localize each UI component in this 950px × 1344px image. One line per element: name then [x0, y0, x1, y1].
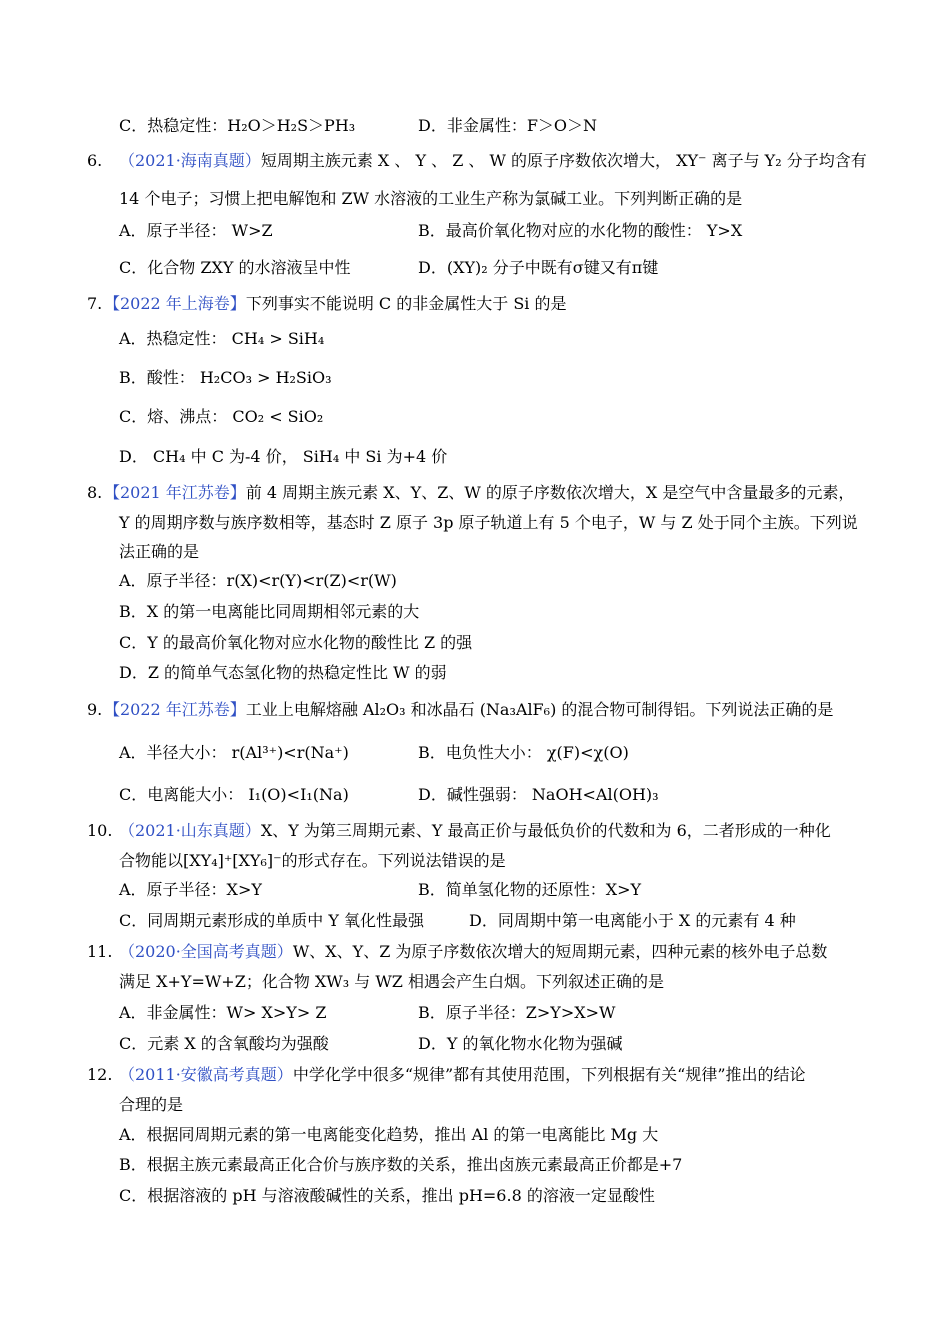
q6-stem-text1: 短周期主族元素 X 、 Y 、 Z 、 W 的原子序数依次增大， XY⁻ 离子与 Y₂ 分子均含有 — [260, 151, 867, 170]
q10-number: 10. — [87, 821, 113, 840]
q8-stem-line2: Y 的周期序数与族序数相等，基态时 Z 原子 3p 原子轨道上有 5 个电子，W 与 Z 处于同个主族。下列说 — [119, 513, 858, 532]
q11-option-c: C．元素 X 的含氧酸均为强酸 — [119, 1034, 329, 1053]
q12-stem-text1: 中学化学中很多“规律”都有其使用范围，下列根据有关“规律”推出的结论 — [292, 1065, 806, 1084]
q6-option-d: D．(XY)₂ 分子中既有σ键又有π键 — [418, 258, 659, 277]
q7-stem-text: 下列事实不能说明 C 的非金属性大于 Si 的是 — [245, 294, 567, 313]
q10-stem-line2: 合物能以[XY₄]⁺[XY₆]⁻的形式存在。下列说法错误的是 — [119, 851, 506, 870]
q10-stem-line1 — [119, 820, 831, 842]
q11-option-b: B．原子半径：Z>Y>X>W — [418, 1003, 616, 1022]
q8-option-a: A．原子半径：r(X)<r(Y)<r(Z)<r(W) — [119, 571, 397, 590]
q8-option-b: B．X 的第一电离能比同周期相邻元素的大 — [119, 602, 420, 621]
q9-stem-text: 工业上电解熔融 Al₂O₃ 和冰晶石 (Na₃AlF₆) 的混合物可制得铝。下列说法正确的是 — [245, 700, 834, 719]
q11-option-d: D．Y 的氧化物水化物为强碱 — [418, 1034, 623, 1053]
q5-option-c: C．热稳定性：H₂O＞H₂S＞PH₃ — [119, 116, 356, 135]
q11-stem-line2: 满足 X+Y=W+Z；化合物 XW₃ 与 WZ 相遇会产生白烟。下列叙述正确的是 — [119, 972, 664, 991]
q9-source: 【2022 年江苏卷】 — [104, 700, 246, 719]
q7-source: 【2022 年上海卷】 — [104, 294, 246, 313]
q11-source: （2020·全国高考真题） — [119, 942, 293, 961]
q10-option-d: D．同周期中第一电离能小于 X 的元素有 4 种 — [469, 911, 796, 930]
q8-stem-text1: 前 4 周期主族元素 X、Y、Z、W 的原子序数依次增大，X 是空气中含量最多的元素， — [245, 483, 855, 502]
q9-stem — [104, 699, 833, 721]
q11-number: 11. — [87, 942, 113, 961]
q12-source: （2011·安徽高考真题） — [119, 1065, 293, 1084]
q10-stem-text1: X、Y 为第三周期元素、Y 最高正价与最低负价的代数和为 6，二者形成的一种化 — [260, 821, 831, 840]
q8-stem-line1 — [104, 482, 854, 504]
q6-source: （2021·海南真题） — [119, 151, 261, 170]
q6-option-c: C．化合物 ZXY 的水溶液呈中性 — [119, 258, 351, 277]
q8-option-d: D．Z 的简单气态氢化物的热稳定性比 W 的弱 — [119, 663, 447, 682]
q6-number: 6. — [87, 151, 103, 170]
q8-number: 8. — [87, 483, 103, 502]
q6-option-a: A．原子半径： W>Z — [119, 221, 273, 240]
q9-number: 9. — [87, 700, 103, 719]
q5-option-d: D．非金属性：F＞O＞N — [418, 116, 598, 135]
q7-option-b: B．酸性： H₂CO₃ > H₂SiO₃ — [119, 368, 332, 387]
q9-option-c: C．电离能大小： I₁(O)<I₁(Na) — [119, 785, 349, 804]
q9-option-b: B．电负性大小： χ(F)<χ(O) — [418, 743, 629, 762]
q10-option-c: C．同周期元素形成的单质中 Y 氧化性最强 — [119, 911, 424, 930]
q8-source: 【2021 年江苏卷】 — [104, 483, 246, 502]
q7-number: 7. — [87, 294, 103, 313]
q12-number: 12. — [87, 1065, 113, 1084]
q6-option-b: B．最高价氧化物对应的水化物的酸性： Y>X — [418, 221, 743, 240]
q6-stem-line1 — [119, 150, 867, 172]
q12-option-a: A．根据同周期元素的第一电离能变化趋势，推出 Al 的第一电离能比 Mg 大 — [119, 1125, 659, 1144]
q11-stem-line1 — [119, 941, 827, 963]
q10-option-b: B．简单氢化物的还原性：X>Y — [418, 880, 642, 899]
q7-option-a: A．热稳定性： CH₄ > SiH₄ — [119, 329, 325, 348]
q12-option-b: B．根据主族元素最高正化合价与族序数的关系，推出卤族元素最高正价都是+7 — [119, 1155, 683, 1174]
q7-stem — [104, 293, 566, 315]
q12-option-c: C．根据溶液的 pH 与溶液酸碱性的关系，推出 pH=6.8 的溶液一定显酸性 — [119, 1186, 655, 1205]
q12-stem-line2: 合理的是 — [119, 1095, 184, 1114]
q8-stem-line3: 法正确的是 — [119, 542, 200, 561]
q12-stem-line1 — [119, 1064, 806, 1086]
q9-option-d: D．碱性强弱： NaOH<Al(OH)₃ — [418, 785, 659, 804]
q7-option-d: D． CH₄ 中 C 为-4 价， SiH₄ 中 Si 为+4 价 — [119, 447, 448, 466]
q6-stem-line2: 14 个电子；习惯上把电解饱和 ZW 水溶液的工业生产称为氯碱工业。下列判断正确的是 — [119, 189, 743, 208]
q11-option-a: A．非金属性：W> X>Y> Z — [119, 1003, 327, 1022]
q8-option-c: C．Y 的最高价氧化物对应水化物的酸性比 Z 的强 — [119, 633, 473, 652]
q7-option-c: C．熔、沸点： CO₂ < SiO₂ — [119, 407, 324, 426]
q9-option-a: A．半径大小： r(Al³⁺)<r(Na⁺) — [119, 743, 349, 762]
q11-stem-text1: W、X、Y、Z 为原子序数依次增大的短周期元素，四种元素的核外电子总数 — [292, 942, 828, 961]
q10-source: （2021·山东真题） — [119, 821, 261, 840]
q10-option-a: A．原子半径：X>Y — [119, 880, 262, 899]
